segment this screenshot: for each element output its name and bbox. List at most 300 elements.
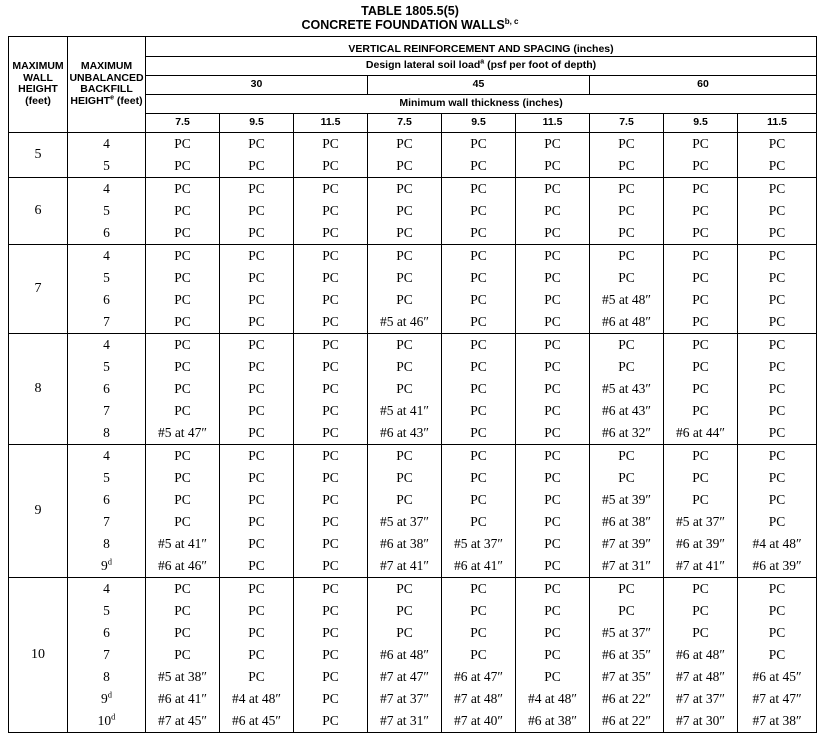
thickness-header: 11.5 bbox=[294, 114, 368, 133]
reinforcement-cell: PC bbox=[664, 155, 738, 178]
reinforcement-cell: PC bbox=[738, 489, 817, 511]
reinforcement-cell: PC bbox=[516, 133, 590, 156]
reinforcement-cell: PC bbox=[738, 422, 817, 445]
header-line: HEIGHT bbox=[18, 83, 58, 95]
reinforcement-cell: PC bbox=[516, 311, 590, 334]
reinforcement-cell: PC bbox=[442, 511, 516, 533]
reinforcement-cell: PC bbox=[146, 400, 220, 422]
reinforcement-cell: PC bbox=[442, 445, 516, 468]
reinforcement-cell: PC bbox=[368, 334, 442, 357]
reinforcement-cell: PC bbox=[368, 600, 442, 622]
reinforcement-cell: #5 at 41″ bbox=[368, 400, 442, 422]
reinforcement-cell: PC bbox=[220, 644, 294, 666]
reinforcement-cell: #5 at 47″ bbox=[146, 422, 220, 445]
header-line: (feet) bbox=[25, 94, 51, 107]
table-row bbox=[9, 133, 817, 156]
reinforcement-cell: PC bbox=[738, 400, 817, 422]
reinforcement-cell: PC bbox=[442, 200, 516, 222]
reinforcement-cell: PC bbox=[146, 133, 220, 156]
reinforcement-cell: PC bbox=[146, 578, 220, 601]
reinforcement-cell: PC bbox=[664, 311, 738, 334]
reinforcement-cell: PC bbox=[516, 356, 590, 378]
reinforcement-cell: PC bbox=[220, 356, 294, 378]
table-row bbox=[9, 622, 817, 644]
reinforcement-cell: PC bbox=[220, 289, 294, 311]
reinforcement-cell: PC bbox=[590, 178, 664, 201]
thickness-header: 9.5 bbox=[664, 114, 738, 133]
backfill-height-cell bbox=[68, 356, 146, 378]
backfill-height-value: 6 bbox=[103, 381, 110, 396]
header-line: BACKFILL bbox=[80, 83, 133, 95]
reinforcement-cell: PC bbox=[294, 200, 368, 222]
header-line: MAXIMUM bbox=[12, 60, 64, 72]
reinforcement-cell: PC bbox=[590, 334, 664, 357]
backfill-height-value: 5 bbox=[103, 203, 110, 218]
wall-height-cell: 6 bbox=[9, 178, 68, 245]
table-row bbox=[9, 245, 817, 268]
table-row bbox=[9, 155, 817, 178]
reinforcement-cell: #6 at 22″ bbox=[590, 688, 664, 710]
backfill-height-value: 5 bbox=[103, 359, 110, 374]
thickness-header: 11.5 bbox=[738, 114, 817, 133]
reinforcement-cell: PC bbox=[294, 155, 368, 178]
reinforcement-cell: PC bbox=[368, 578, 442, 601]
reinforcement-cell: #6 at 38″ bbox=[590, 511, 664, 533]
reinforcement-cell: #5 at 41″ bbox=[146, 533, 220, 555]
reinforcement-cell: PC bbox=[590, 222, 664, 245]
reinforcement-cell: PC bbox=[368, 133, 442, 156]
reinforcement-cell: PC bbox=[442, 489, 516, 511]
reinforcement-cell: PC bbox=[516, 533, 590, 555]
reinforcement-cell: PC bbox=[146, 267, 220, 289]
reinforcement-cell: PC bbox=[738, 245, 817, 268]
reinforcement-cell: #6 at 46″ bbox=[146, 555, 220, 578]
backfill-height-value: 9 bbox=[101, 558, 108, 573]
reinforcement-cell: PC bbox=[220, 622, 294, 644]
reinforcement-cell: PC bbox=[590, 155, 664, 178]
reinforcement-cell: #7 at 37″ bbox=[664, 688, 738, 710]
reinforcement-cell: PC bbox=[516, 334, 590, 357]
foundation-walls-table bbox=[8, 36, 817, 733]
reinforcement-cell: PC bbox=[738, 200, 817, 222]
min-thickness-header: Minimum wall thickness (inches) bbox=[146, 95, 817, 114]
table-row bbox=[9, 200, 817, 222]
backfill-height-value: 5 bbox=[103, 158, 110, 173]
header-line: UNBALANCED bbox=[69, 71, 144, 84]
reinforcement-cell: PC bbox=[146, 222, 220, 245]
reinforcement-cell: PC bbox=[738, 578, 817, 601]
backfill-height-value: 5 bbox=[103, 603, 110, 618]
backfill-height-cell bbox=[68, 511, 146, 533]
reinforcement-cell: PC bbox=[146, 445, 220, 468]
header-line: WALL bbox=[23, 71, 53, 84]
table-header bbox=[9, 37, 817, 133]
reinforcement-cell: PC bbox=[442, 267, 516, 289]
reinforcement-cell: PC bbox=[146, 334, 220, 357]
reinforcement-cell: PC bbox=[738, 467, 817, 489]
backfill-height-value: 8 bbox=[103, 425, 110, 440]
backfill-height-cell bbox=[68, 578, 146, 601]
reinforcement-cell: PC bbox=[146, 511, 220, 533]
reinforcement-cell: #7 at 37″ bbox=[368, 688, 442, 710]
reinforcement-cell: PC bbox=[738, 289, 817, 311]
reinforcement-cell: #5 at 38″ bbox=[146, 666, 220, 688]
backfill-height-value: 8 bbox=[103, 669, 110, 684]
reinforcement-cell: PC bbox=[664, 222, 738, 245]
reinforcement-cell: #7 at 40″ bbox=[442, 710, 516, 733]
reinforcement-cell: PC bbox=[220, 133, 294, 156]
reinforcement-cell: PC bbox=[294, 267, 368, 289]
reinforcement-cell: PC bbox=[146, 200, 220, 222]
reinforcement-cell: PC bbox=[146, 245, 220, 268]
reinforcement-cell: PC bbox=[516, 644, 590, 666]
reinforcement-cell: #7 at 38″ bbox=[738, 710, 817, 733]
reinforcement-cell: PC bbox=[294, 644, 368, 666]
table-row bbox=[9, 555, 817, 578]
table-row bbox=[9, 422, 817, 445]
soil-load-text: Design lateral soil load bbox=[365, 59, 481, 72]
backfill-height-cell bbox=[68, 644, 146, 666]
reinforcement-cell: #5 at 39″ bbox=[590, 489, 664, 511]
reinforcement-cell: PC bbox=[220, 155, 294, 178]
reinforcement-cell: PC bbox=[590, 467, 664, 489]
backfill-height-value: 4 bbox=[103, 136, 110, 151]
reinforcement-cell: PC bbox=[664, 133, 738, 156]
reinforcement-cell: PC bbox=[294, 511, 368, 533]
reinforcement-cell: PC bbox=[442, 178, 516, 201]
reinforcement-cell: PC bbox=[738, 267, 817, 289]
reinforcement-cell: #6 at 43″ bbox=[590, 400, 664, 422]
backfill-height-value: 5 bbox=[103, 270, 110, 285]
reinforcement-cell: PC bbox=[220, 578, 294, 601]
backfill-height-cell bbox=[68, 245, 146, 268]
reinforcement-cell: PC bbox=[220, 422, 294, 445]
reinforcement-cell: PC bbox=[146, 622, 220, 644]
reinforcement-cell: PC bbox=[516, 555, 590, 578]
backfill-height-cell bbox=[68, 267, 146, 289]
reinforcement-cell: #5 at 48″ bbox=[590, 289, 664, 311]
reinforcement-cell: #4 at 48″ bbox=[516, 688, 590, 710]
table-row bbox=[9, 400, 817, 422]
backfill-height-value: 6 bbox=[103, 625, 110, 640]
reinforcement-cell: PC bbox=[738, 334, 817, 357]
reinforcement-cell: PC bbox=[220, 245, 294, 268]
reinforcement-cell: PC bbox=[294, 334, 368, 357]
reinforcement-cell: PC bbox=[146, 489, 220, 511]
reinforcement-cell: PC bbox=[368, 155, 442, 178]
reinforcement-cell: PC bbox=[368, 267, 442, 289]
footnote-ref: d bbox=[107, 689, 112, 700]
reinforcement-cell: PC bbox=[220, 311, 294, 334]
reinforcement-cell: PC bbox=[590, 578, 664, 601]
header-line: MAXIMUM bbox=[80, 60, 133, 72]
reinforcement-cell: #4 at 48″ bbox=[220, 688, 294, 710]
reinforcement-cell: PC bbox=[146, 600, 220, 622]
reinforcement-cell: PC bbox=[294, 222, 368, 245]
reinforcement-cell: PC bbox=[294, 356, 368, 378]
backfill-height-value: 7 bbox=[103, 647, 110, 662]
reinforcement-cell: #6 at 38″ bbox=[516, 710, 590, 733]
reinforcement-cell: PC bbox=[664, 334, 738, 357]
backfill-height-value: 7 bbox=[103, 514, 110, 529]
table-row bbox=[9, 178, 817, 201]
table-row bbox=[9, 533, 817, 555]
backfill-height-value: 4 bbox=[103, 248, 110, 263]
reinforcement-cell: PC bbox=[516, 666, 590, 688]
reinforcement-cell: PC bbox=[516, 511, 590, 533]
reinforcement-cell: #7 at 39″ bbox=[590, 533, 664, 555]
reinforcement-cell: #6 at 41″ bbox=[146, 688, 220, 710]
reinforcement-cell: PC bbox=[294, 600, 368, 622]
reinforcement-cell: PC bbox=[442, 311, 516, 334]
wall-height-cell: 7 bbox=[9, 245, 68, 334]
reinforcement-cell: PC bbox=[516, 622, 590, 644]
table-row bbox=[9, 688, 817, 710]
reinforcement-cell: PC bbox=[220, 178, 294, 201]
reinforcement-cell: PC bbox=[220, 555, 294, 578]
reinforcement-cell: PC bbox=[738, 378, 817, 400]
table-row bbox=[9, 644, 817, 666]
reinforcement-cell: PC bbox=[590, 245, 664, 268]
max-wall-height-header bbox=[9, 37, 68, 133]
reinforcement-cell: PC bbox=[368, 445, 442, 468]
reinforcement-cell: #7 at 35″ bbox=[590, 666, 664, 688]
backfill-height-cell bbox=[68, 422, 146, 445]
backfill-height-value: 7 bbox=[103, 314, 110, 329]
max-backfill-header bbox=[68, 37, 146, 133]
thickness-header: 7.5 bbox=[590, 114, 664, 133]
reinforcement-cell: PC bbox=[442, 245, 516, 268]
reinforcement-cell: #6 at 22″ bbox=[590, 710, 664, 733]
table-row bbox=[9, 356, 817, 378]
reinforcement-cell: PC bbox=[516, 422, 590, 445]
reinforcement-cell: PC bbox=[664, 356, 738, 378]
reinforcement-cell: PC bbox=[146, 289, 220, 311]
backfill-height-cell bbox=[68, 334, 146, 357]
reinforcement-cell: PC bbox=[294, 245, 368, 268]
reinforcement-cell: #4 at 48″ bbox=[738, 533, 817, 555]
reinforcement-cell: #6 at 48″ bbox=[664, 644, 738, 666]
reinforcement-cell: PC bbox=[664, 378, 738, 400]
reinforcement-cell: PC bbox=[294, 178, 368, 201]
reinforcement-cell: PC bbox=[664, 289, 738, 311]
backfill-height-cell bbox=[68, 133, 146, 156]
wall-height-cell: 10 bbox=[9, 578, 68, 733]
reinforcement-cell: PC bbox=[738, 622, 817, 644]
backfill-height-cell bbox=[68, 688, 146, 710]
table-row bbox=[9, 378, 817, 400]
reinforcement-cell: PC bbox=[442, 600, 516, 622]
reinforcement-cell: PC bbox=[738, 511, 817, 533]
backfill-height-value: 7 bbox=[103, 403, 110, 418]
backfill-height-value: 4 bbox=[103, 448, 110, 463]
reinforcement-cell: PC bbox=[220, 445, 294, 468]
reinforcement-cell: PC bbox=[664, 578, 738, 601]
reinforcement-cell: PC bbox=[294, 445, 368, 468]
reinforcement-cell: #7 at 31″ bbox=[368, 710, 442, 733]
footnote-ref: d bbox=[107, 556, 112, 567]
reinforcement-cell: PC bbox=[294, 289, 368, 311]
reinforcement-cell: PC bbox=[146, 356, 220, 378]
reinforcement-cell: PC bbox=[146, 378, 220, 400]
reinforcement-cell: PC bbox=[294, 400, 368, 422]
header-text: HEIGHT bbox=[70, 94, 111, 107]
backfill-height-cell bbox=[68, 666, 146, 688]
reinforcement-cell: PC bbox=[368, 289, 442, 311]
reinforcement-cell: PC bbox=[294, 133, 368, 156]
table-row bbox=[9, 467, 817, 489]
reinforcement-cell: PC bbox=[664, 600, 738, 622]
wall-height-cell: 5 bbox=[9, 133, 68, 178]
backfill-height-cell bbox=[68, 400, 146, 422]
reinforcement-cell: PC bbox=[738, 644, 817, 666]
reinforcement-cell: #7 at 31″ bbox=[590, 555, 664, 578]
load-header-30: 30 bbox=[146, 76, 368, 95]
reinforcement-cell: PC bbox=[294, 622, 368, 644]
reinforcement-cell: PC bbox=[442, 222, 516, 245]
table-row bbox=[9, 445, 817, 468]
backfill-height-value: 9 bbox=[101, 691, 108, 706]
backfill-height-cell bbox=[68, 311, 146, 334]
reinforcement-cell: #6 at 48″ bbox=[368, 644, 442, 666]
reinforcement-cell: PC bbox=[738, 311, 817, 334]
header-line bbox=[68, 96, 145, 108]
reinforcement-cell: PC bbox=[516, 267, 590, 289]
table-row bbox=[9, 311, 817, 334]
reinforcement-cell: PC bbox=[220, 222, 294, 245]
reinforcement-cell: #6 at 41″ bbox=[442, 555, 516, 578]
reinforcement-cell: PC bbox=[294, 311, 368, 334]
reinforcement-cell: #6 at 39″ bbox=[738, 555, 817, 578]
reinforcement-cell: #6 at 39″ bbox=[664, 533, 738, 555]
reinforcement-cell: PC bbox=[516, 289, 590, 311]
reinforcement-cell: PC bbox=[146, 467, 220, 489]
reinforcement-cell: #6 at 32″ bbox=[590, 422, 664, 445]
backfill-height-cell bbox=[68, 533, 146, 555]
reinforcement-cell: PC bbox=[442, 467, 516, 489]
table-row bbox=[9, 267, 817, 289]
load-header-60: 60 bbox=[590, 76, 817, 95]
table-title-block bbox=[0, 4, 820, 32]
backfill-height-cell bbox=[68, 600, 146, 622]
reinforcement-cell: PC bbox=[442, 422, 516, 445]
reinforcement-cell: PC bbox=[664, 400, 738, 422]
reinforcement-cell: PC bbox=[220, 467, 294, 489]
backfill-height-value: 4 bbox=[103, 337, 110, 352]
reinforcement-cell: PC bbox=[516, 600, 590, 622]
backfill-height-value: 6 bbox=[103, 292, 110, 307]
load-header-45: 45 bbox=[368, 76, 590, 95]
reinforcement-cell: PC bbox=[664, 467, 738, 489]
table-number: TABLE 1805.5(5) bbox=[361, 4, 459, 18]
reinforcement-cell: PC bbox=[590, 356, 664, 378]
backfill-height-value: 6 bbox=[103, 492, 110, 507]
reinforcement-cell: PC bbox=[664, 245, 738, 268]
backfill-height-value: 6 bbox=[103, 225, 110, 240]
reinforcement-cell: PC bbox=[516, 222, 590, 245]
wall-height-cell: 8 bbox=[9, 334, 68, 445]
reinforcement-cell: #5 at 46″ bbox=[368, 311, 442, 334]
reinforcement-cell: PC bbox=[442, 155, 516, 178]
reinforcement-cell: #7 at 45″ bbox=[146, 710, 220, 733]
backfill-height-cell bbox=[68, 467, 146, 489]
reinforcement-cell: PC bbox=[516, 245, 590, 268]
backfill-height-cell bbox=[68, 555, 146, 578]
reinforcement-cell: PC bbox=[442, 334, 516, 357]
reinforcement-cell: PC bbox=[294, 666, 368, 688]
reinforcement-cell: PC bbox=[664, 267, 738, 289]
backfill-height-cell bbox=[68, 622, 146, 644]
vertical-reinforcement-header: VERTICAL REINFORCEMENT AND SPACING (inches) bbox=[146, 37, 817, 57]
reinforcement-cell: PC bbox=[590, 133, 664, 156]
reinforcement-cell: PC bbox=[516, 155, 590, 178]
backfill-height-cell bbox=[68, 378, 146, 400]
reinforcement-cell: PC bbox=[294, 489, 368, 511]
reinforcement-cell: PC bbox=[368, 467, 442, 489]
reinforcement-cell: #5 at 37″ bbox=[368, 511, 442, 533]
backfill-height-value: 8 bbox=[103, 536, 110, 551]
reinforcement-cell: PC bbox=[442, 400, 516, 422]
table-title-text: CONCRETE FOUNDATION WALLS bbox=[301, 18, 505, 32]
reinforcement-cell: PC bbox=[738, 222, 817, 245]
footnote-ref: a bbox=[480, 58, 485, 66]
reinforcement-cell: PC bbox=[146, 155, 220, 178]
reinforcement-cell: #6 at 47″ bbox=[442, 666, 516, 688]
reinforcement-cell: PC bbox=[738, 155, 817, 178]
reinforcement-cell: PC bbox=[220, 489, 294, 511]
reinforcement-cell: PC bbox=[220, 267, 294, 289]
reinforcement-cell: #6 at 45″ bbox=[738, 666, 817, 688]
reinforcement-cell: PC bbox=[516, 445, 590, 468]
soil-load-unit: (psf per foot of depth) bbox=[484, 59, 597, 72]
reinforcement-cell: #6 at 35″ bbox=[590, 644, 664, 666]
table-body bbox=[9, 133, 817, 733]
reinforcement-cell: #7 at 48″ bbox=[442, 688, 516, 710]
table-row bbox=[9, 578, 817, 601]
table-row bbox=[9, 289, 817, 311]
reinforcement-cell: #6 at 44″ bbox=[664, 422, 738, 445]
table-title-footnote-ref: b, c bbox=[504, 16, 519, 26]
table-row bbox=[9, 222, 817, 245]
reinforcement-cell: #5 at 43″ bbox=[590, 378, 664, 400]
table-row bbox=[9, 334, 817, 357]
reinforcement-cell: PC bbox=[664, 178, 738, 201]
reinforcement-cell: PC bbox=[368, 356, 442, 378]
backfill-height-value: 4 bbox=[103, 581, 110, 596]
reinforcement-cell: #6 at 48″ bbox=[590, 311, 664, 334]
reinforcement-cell: PC bbox=[664, 622, 738, 644]
reinforcement-cell: #7 at 41″ bbox=[664, 555, 738, 578]
backfill-height-cell bbox=[68, 289, 146, 311]
footnote-ref: d bbox=[111, 711, 116, 722]
reinforcement-cell: PC bbox=[516, 178, 590, 201]
thickness-header: 7.5 bbox=[146, 114, 220, 133]
backfill-height-value: 10 bbox=[97, 713, 112, 728]
reinforcement-cell: PC bbox=[294, 467, 368, 489]
soil-load-header bbox=[146, 57, 817, 76]
reinforcement-cell: PC bbox=[368, 200, 442, 222]
reinforcement-cell: PC bbox=[220, 600, 294, 622]
backfill-height-value: 4 bbox=[103, 181, 110, 196]
table-row bbox=[9, 511, 817, 533]
reinforcement-cell: PC bbox=[664, 445, 738, 468]
reinforcement-cell: PC bbox=[294, 422, 368, 445]
reinforcement-cell: #5 at 37″ bbox=[442, 533, 516, 555]
reinforcement-cell: PC bbox=[442, 378, 516, 400]
reinforcement-cell: PC bbox=[590, 267, 664, 289]
reinforcement-cell: PC bbox=[442, 622, 516, 644]
reinforcement-cell: PC bbox=[442, 644, 516, 666]
